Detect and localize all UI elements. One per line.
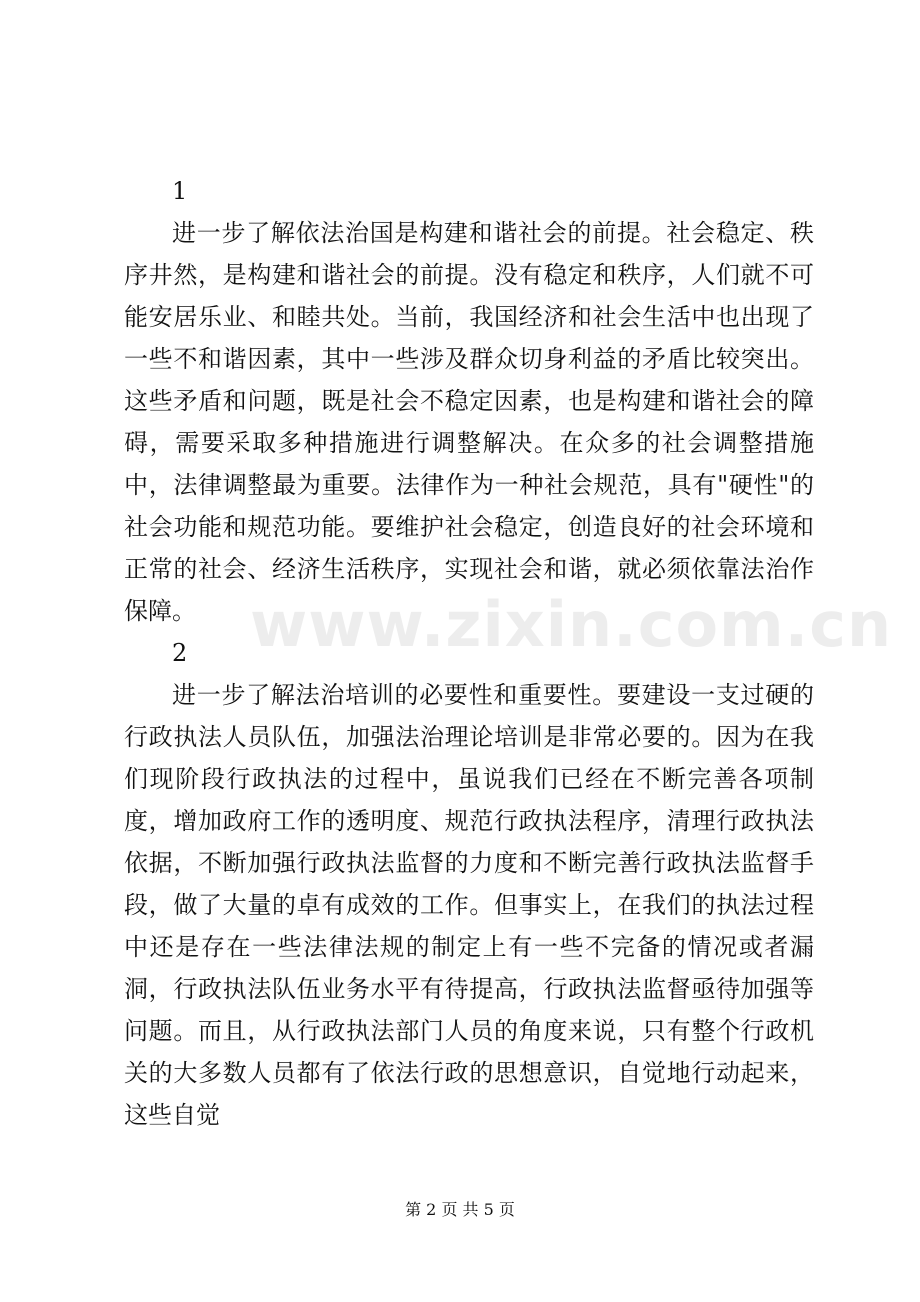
section-paragraph-2: 进一步了解法治培训的必要性和重要性。要建设一支过硬的行政执法人员队伍，加强法治理论培训是非常必要的。因为在我们现阶段行政执法的过程中，虽说我们已经在不断完善各项制度，增加政府工作的透明度、规范行政执法程序，清理行政执法依据，不断加强行政执法监督的力度和不断完善行政执法监督手段，做了大量的卓有成效的工作。但事实上，在我们的执法过程中还是存在一些法律法规的制定上有一些不完备的情况或者漏洞，行政执法队伍业务水平有待提高，行政执法监督亟待加强等问题。而且，从行政执法部门人员的角度来说，只有整个行政机关的大多数人员都有了依法行政的思想意识，自觉地行动起来，这些自觉 [124, 681, 814, 1129]
watermark: www.zixin.com.cn [250, 588, 893, 661]
section-number-1: 1 [172, 177, 188, 205]
section-paragraph-1: 进一步了解依法治国是构建和谐社会的前提。社会稳定、秩序井然，是构建和谐社会的前提。没有稳定和秩序，人们就不可能安居乐业、和睦共处。当前，我国经济和社会生活中也出现了一些不和谐因素，其中一些涉及群众切身利益的矛盾比较突出。这些矛盾和问题，既是社会不稳定因素，也是构建和谐社会的障碍，需要采取多种措施进行调整解决。在众多的社会调整措施中，法律调整最为重要。法律作为一种社会规范，具有"硬性"的社会功能和规范功能。要维护社会稳定，创造良好的社会环境和正常的社会、经济生活秩序，实现社会和谐，就必须依靠法治作保障。 [124, 219, 814, 625]
document-body [124, 170, 893, 1136]
section-number-2: 2 [172, 639, 188, 667]
page-footer: 第 2 页 共 5 页 [405, 1200, 515, 1219]
